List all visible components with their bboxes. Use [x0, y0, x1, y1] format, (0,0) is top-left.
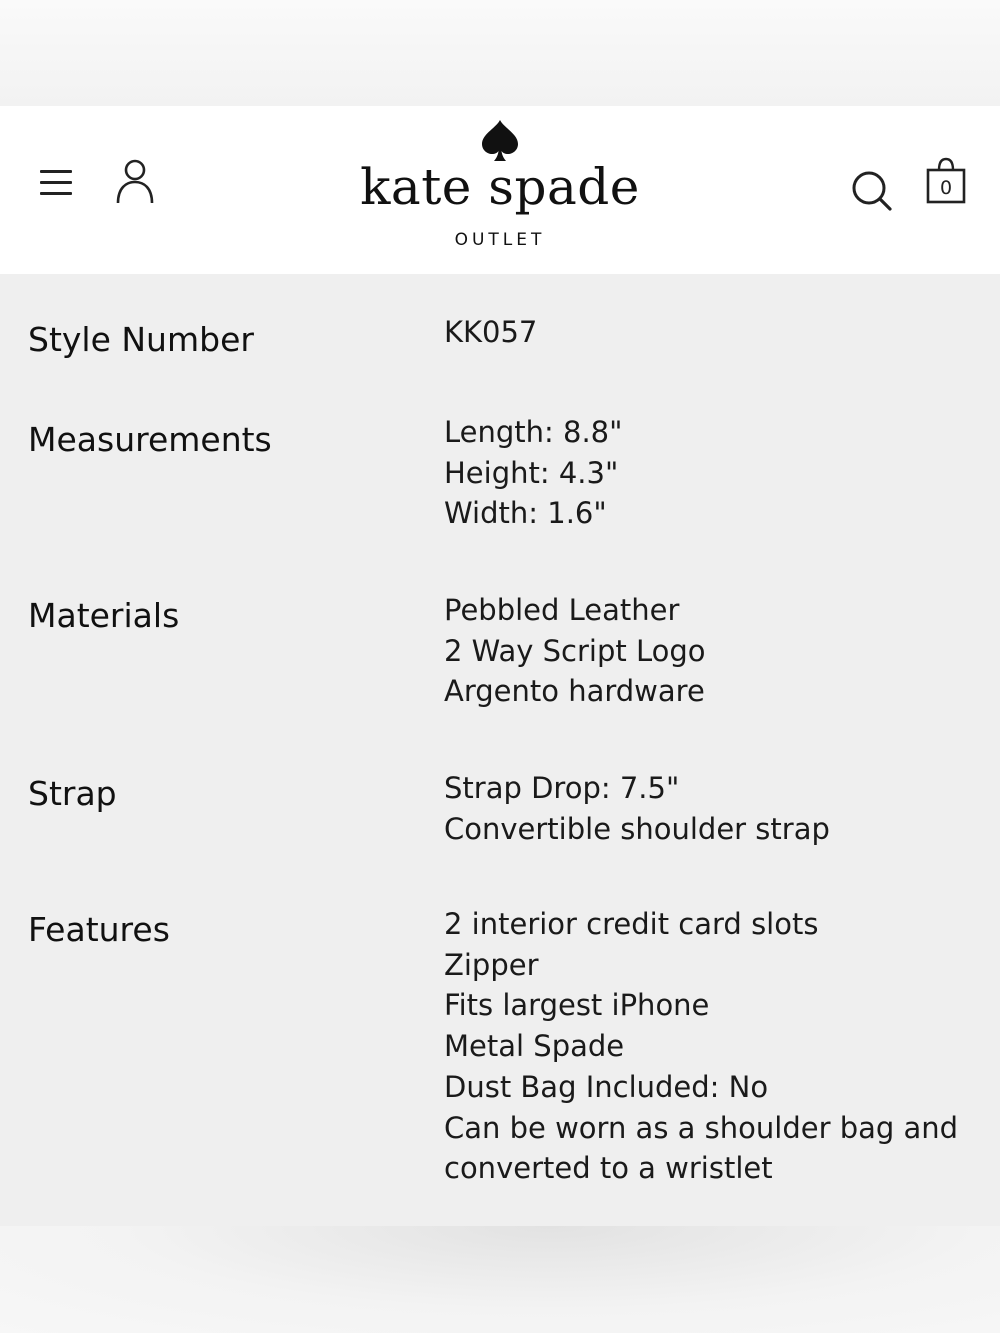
detail-value: Length: 8.8"	[444, 415, 623, 449]
brand-subtitle: OUTLET	[454, 230, 546, 250]
bottom-shadow-area	[0, 1226, 1000, 1333]
detail-value: converted to a wristlet	[444, 1151, 773, 1186]
shopping-bag-icon[interactable]	[924, 156, 968, 208]
detail-value: Strap Drop: 7.5"	[444, 771, 680, 805]
detail-value: Width: 1.6"	[444, 496, 607, 531]
account-icon[interactable]	[114, 158, 156, 206]
detail-value: Dust Bag Included: No	[444, 1069, 769, 1104]
detail-value: KK057	[444, 315, 538, 349]
detail-value: Fits largest iPhone	[444, 988, 710, 1023]
search-icon[interactable]	[848, 168, 896, 212]
detail-label: Features	[28, 910, 170, 949]
detail-value: Height: 4.3"	[444, 455, 619, 490]
detail-value: Pebbled Leather	[444, 593, 680, 627]
detail-values	[444, 768, 984, 849]
menu-icon[interactable]	[38, 168, 74, 198]
detail-value: Convertible shoulder strap	[444, 811, 830, 846]
detail-label: Style Number	[28, 320, 254, 359]
detail-label: Strap	[28, 774, 117, 813]
detail-value: Can be worn as a shoulder bag and	[444, 1110, 959, 1145]
detail-value: Argento hardware	[444, 674, 705, 709]
detail-value: 2 Way Script Logo	[444, 633, 706, 668]
detail-value: 2 interior credit card slots	[444, 907, 819, 941]
detail-label: Measurements	[28, 420, 272, 459]
detail-values	[444, 412, 984, 534]
brand-name: kate spade	[360, 158, 640, 216]
top-status-area	[0, 0, 1000, 106]
brand-logo[interactable]	[340, 114, 660, 264]
detail-values	[444, 904, 984, 1189]
product-details	[0, 274, 1000, 1226]
cart-count: 0	[939, 177, 953, 199]
detail-label: Materials	[28, 596, 180, 635]
detail-value: Metal Spade	[444, 1029, 625, 1064]
detail-values	[444, 312, 984, 353]
detail-values	[444, 590, 984, 712]
site-header	[0, 106, 1000, 274]
detail-value: Zipper	[444, 947, 539, 982]
